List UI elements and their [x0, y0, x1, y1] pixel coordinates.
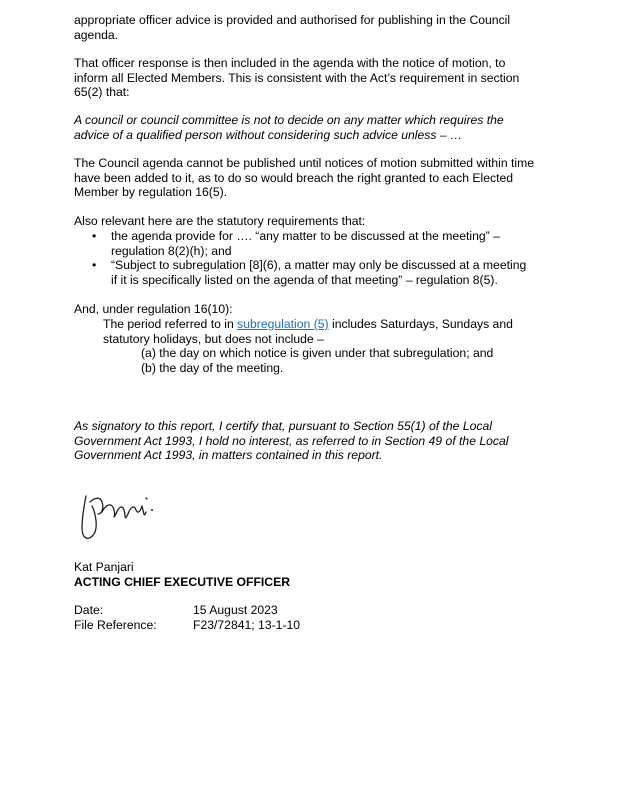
text-line: As signatory to this report, I certify that, pursuant to Section 55(1) of the Local [74, 419, 492, 433]
paragraph-statutory [74, 214, 574, 229]
signature-image [72, 484, 162, 548]
text-line: advice of a qualified person without considering such advice unless – … [74, 127, 463, 142]
regulation-text [103, 317, 573, 346]
text-line: That officer response is then included in the agenda with the notice of motion, to [74, 56, 506, 70]
file-reference-value: F23/72841; 13-1-10 [193, 618, 301, 632]
bullet-icon: • [92, 229, 97, 243]
text-fragment: The period referred to in [103, 317, 238, 331]
date-value: 15 August 2023 [193, 603, 278, 617]
signatory-title: ACTING CHIEF EXECUTIVE OFFICER [74, 574, 291, 589]
paragraph-advice [74, 13, 574, 42]
date-row [74, 603, 278, 618]
text-line: Member by regulation 16(5). [74, 185, 228, 200]
text-line [103, 317, 573, 332]
text-line: Government Act 1993, I hold no interest, as referred to in Section 49 of the Local [74, 433, 509, 448]
date-label: Date: [74, 603, 104, 617]
file-reference-row [74, 618, 301, 633]
text-line: if it is specifically listed on the agenda of that meeting” – regulation 8(5). [111, 272, 498, 287]
text-fragment: includes Saturdays, Sundays and [328, 317, 513, 331]
text-line: (b) the day of the meeting. [141, 360, 284, 375]
subregulation-link[interactable]: subregulation (5) [237, 317, 329, 331]
text-line: The Council agenda cannot be published until notices of motion submitted within time [74, 156, 535, 170]
bullet-icon: • [92, 258, 97, 272]
certification-statement [74, 419, 574, 463]
text-line: And, under regulation 16(10): [74, 302, 233, 316]
regulation-items [141, 346, 581, 375]
text-line: “Subject to subregulation [8](6), a matter may only be discussed at a meeting [111, 258, 527, 272]
text-line: Also relevant here are the statutory requirements that: [74, 214, 366, 228]
text-line: statutory holidays, but does not include – [103, 331, 324, 346]
file-reference-label: File Reference: [74, 618, 157, 632]
signatory-block [74, 560, 574, 589]
paragraph-officer-response [74, 56, 574, 100]
text-line: agenda. [74, 27, 119, 42]
text-line: inform all Elected Members. This is consistent with the Act’s requirement in section [74, 70, 520, 85]
text-line: Government Act 1993, in matters contained in this report. [74, 448, 383, 463]
regulation-intro [74, 302, 574, 317]
quoted-section [74, 113, 574, 142]
text-line: 65(2) that: [74, 85, 130, 100]
signatory-name: Kat Panjari [74, 560, 134, 574]
paragraph-agenda [74, 156, 574, 200]
text-line: A council or council committee is not to decide on any matter which requires the [74, 113, 504, 127]
text-line: have been added to it, as to do so would breach the right granted to each Elected [74, 170, 514, 185]
text-line: appropriate officer advice is provided and authorised for publishing in the Council [74, 13, 511, 27]
text-line: the agenda provide for …. “any matter to be discussed at the meeting” – [111, 229, 500, 243]
text-line: (a) the day on which notice is given under that subregulation; and [141, 346, 494, 360]
text-line: regulation 8(2)(h); and [111, 243, 232, 258]
